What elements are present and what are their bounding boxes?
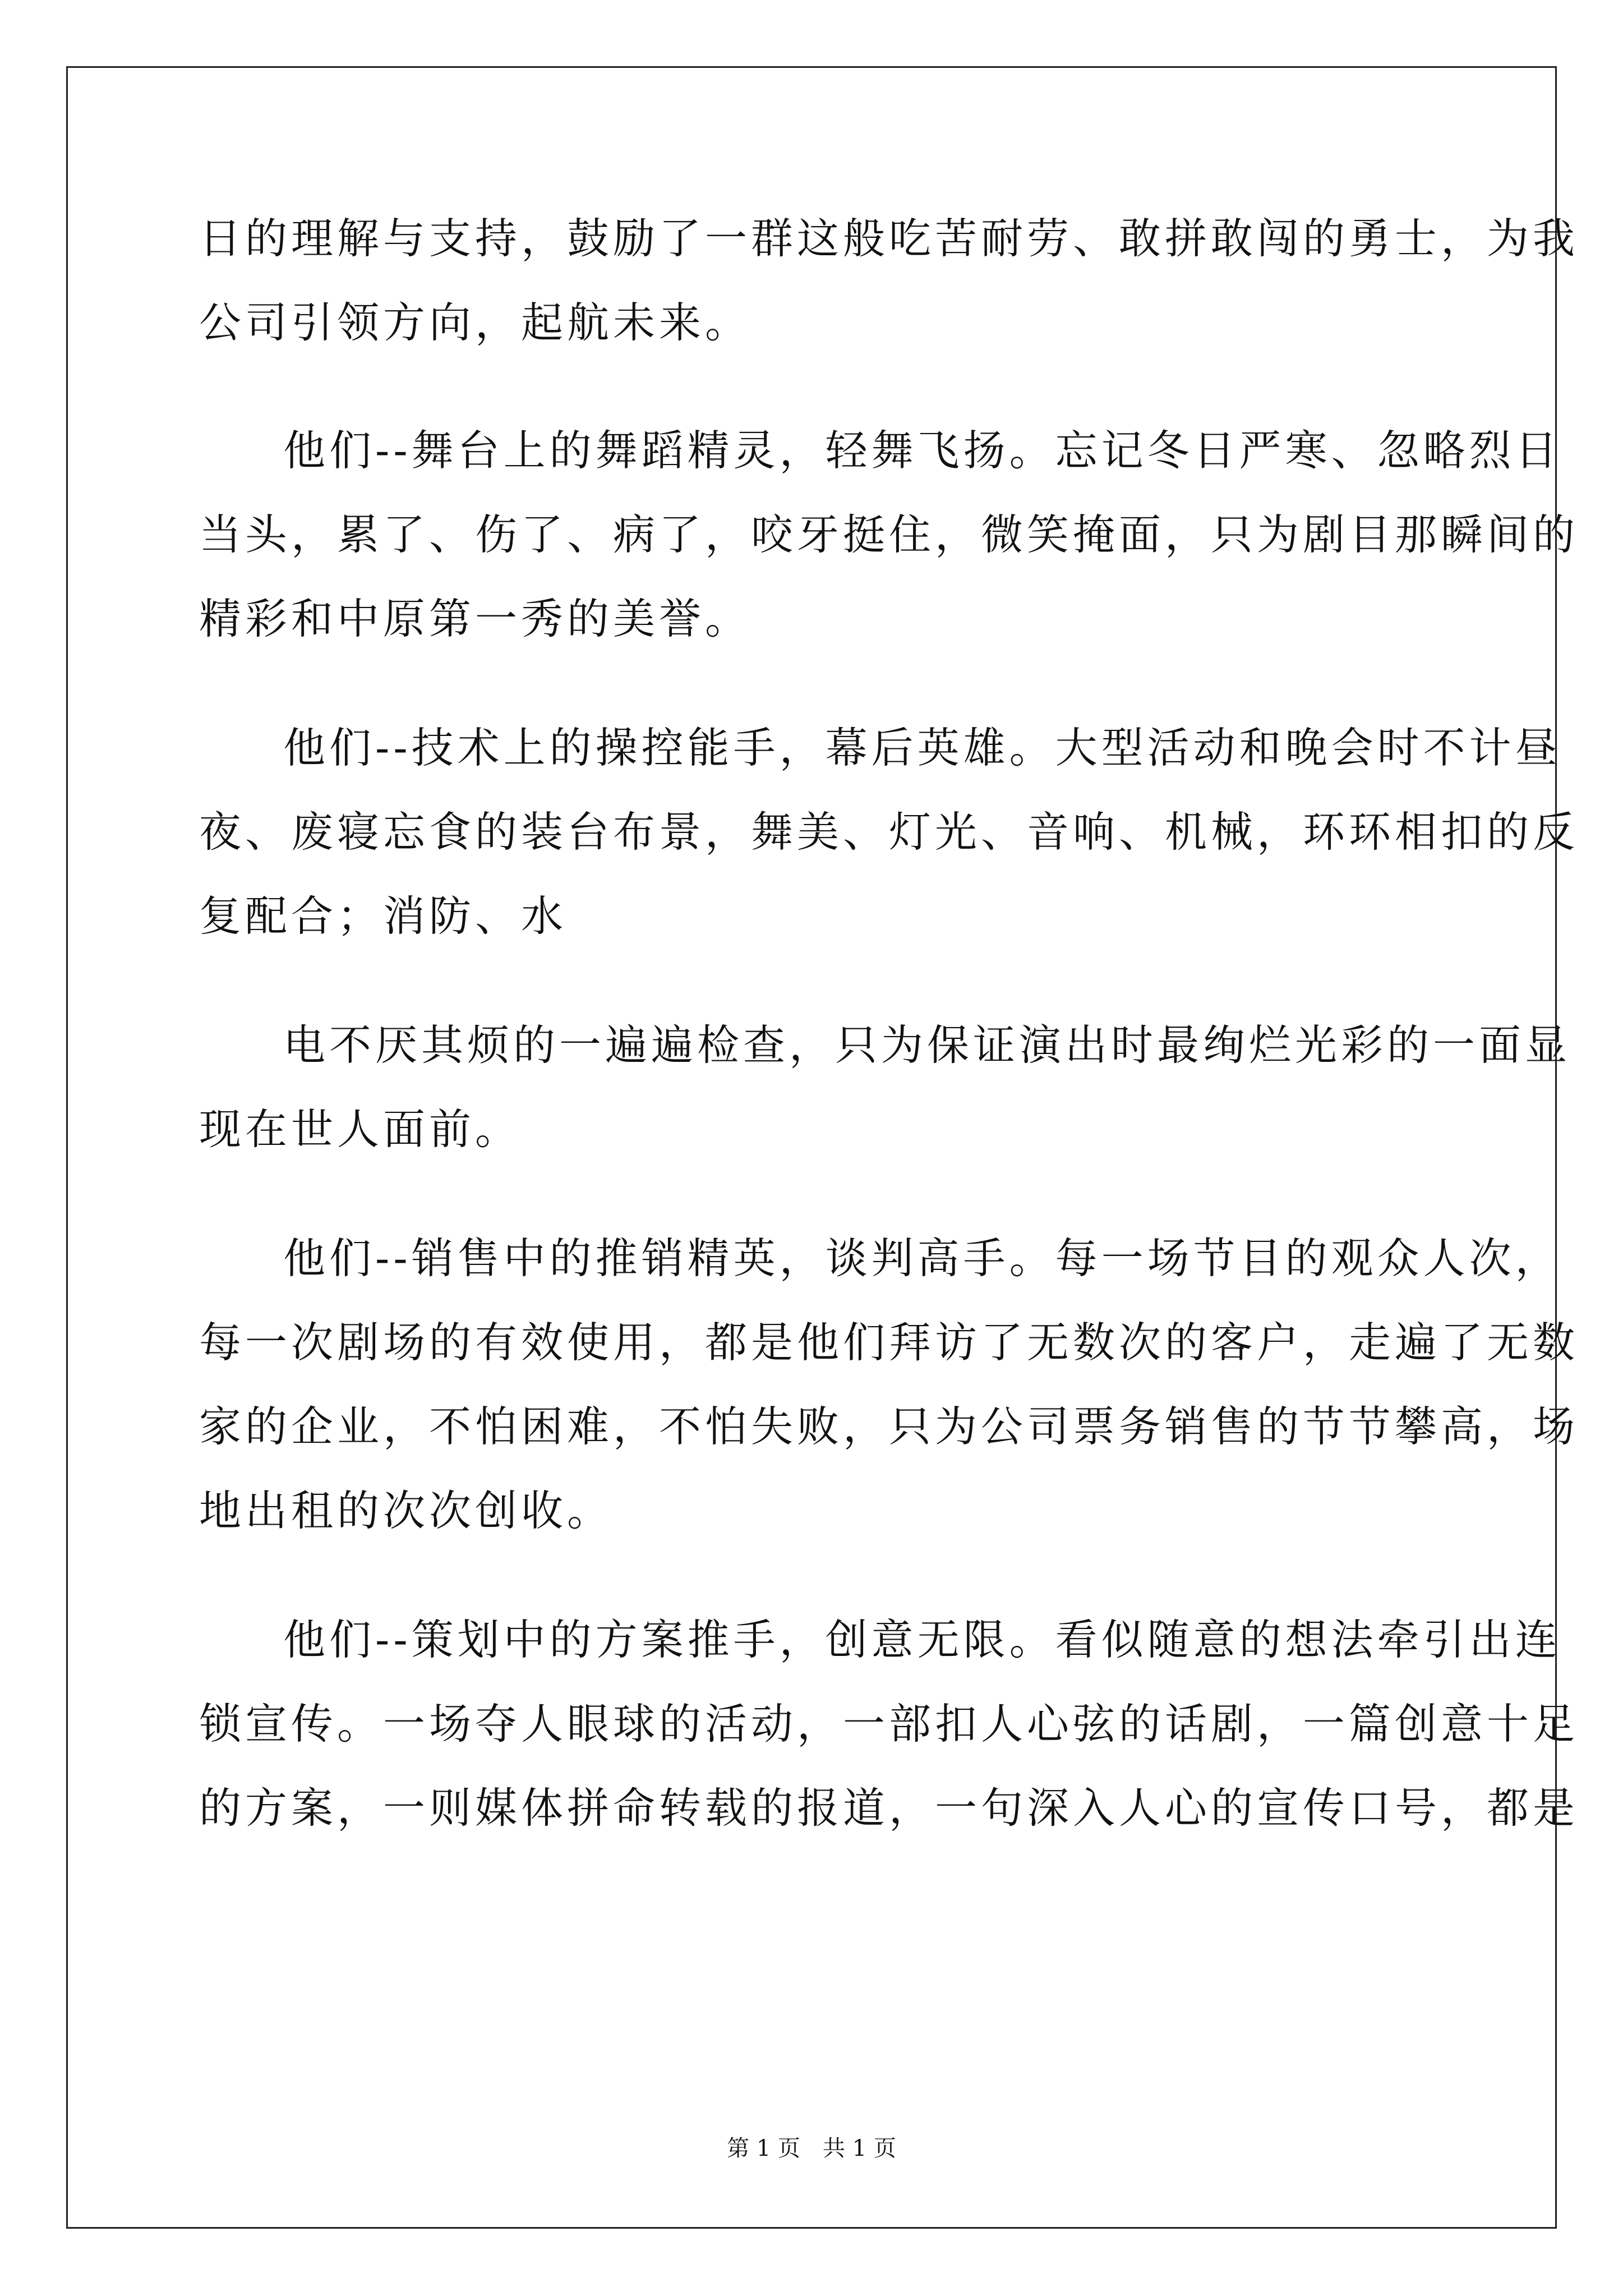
text-line: 当头，累了、伤了、病了，咬牙挺住，微笑掩面，只为剧目那瞬间的 <box>199 510 1579 559</box>
text-line: 地出租的次次创收。 <box>199 1486 614 1535</box>
text-line: 夜、废寝忘食的装台布景，舞美、灯光、音响、机械，环环相扣的反 <box>199 807 1579 857</box>
text-line: 精彩和中原第一秀的美誉。 <box>199 594 751 643</box>
paragraph-start-line: 电不厌其烦的一遍遍检查，只为保证演出时最绚烂光彩的一面显 <box>283 1020 1571 1070</box>
text-line: 家的企业，不怕困难，不怕失败，只为公司票务销售的节节攀高，场 <box>199 1402 1579 1451</box>
paragraph-start-line: 他们--策划中的方案推手，创意无限。看似随意的想法牵引出连 <box>283 1615 1561 1664</box>
text-line: 公司引领方向，起航未来。 <box>199 298 751 347</box>
text-line: 日的理解与支持，鼓励了一群这般吃苦耐劳、敢拼敢闯的勇士，为我 <box>199 214 1579 263</box>
text-line: 锁宣传。一场夺人眼球的活动，一部扣人心弦的话剧，一篇创意十足 <box>199 1699 1579 1749</box>
paragraph-start-line: 他们--销售中的推销精英，谈判高手。每一场节目的观众人次， <box>283 1234 1561 1283</box>
paragraph-start-line: 他们--技术上的操控能手，幕后英雄。大型活动和晚会时不计昼 <box>283 723 1561 772</box>
text-line: 的方案，一则媒体拼命转载的报道，一句深入人心的宣传口号，都是 <box>199 1783 1579 1833</box>
text-line: 现在世人面前。 <box>199 1105 522 1154</box>
paragraph-start-line: 他们--舞台上的舞蹈精灵，轻舞飞扬。忘记冬日严寒、忽略烈日 <box>283 426 1561 475</box>
text-line: 复配合；消防、水 <box>199 891 568 941</box>
text-line: 每一次剧场的有效使用，都是他们拜访了无数次的客户，走遍了无数 <box>199 1318 1579 1367</box>
page-number-footer: 第 1 页 共 1 页 <box>727 2136 896 2161</box>
